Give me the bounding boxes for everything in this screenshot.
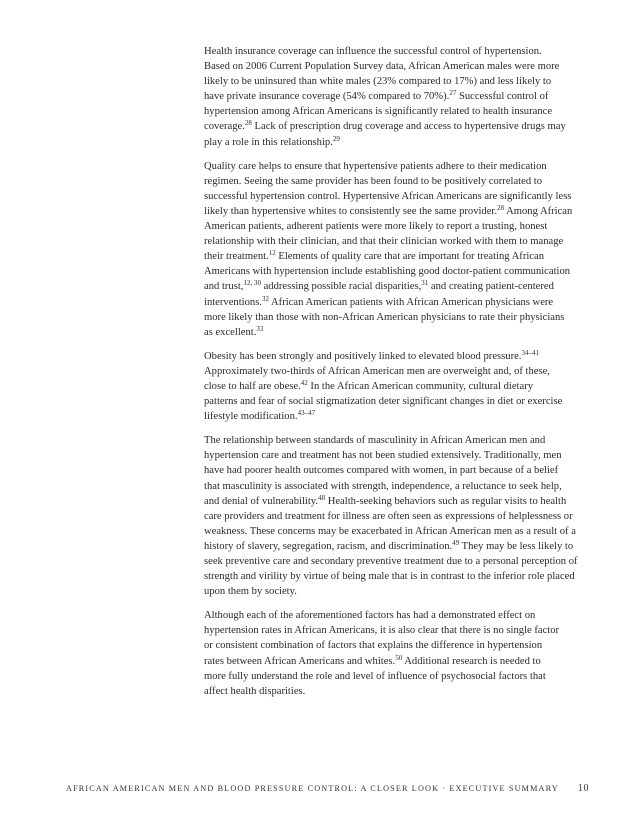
text-line (204, 89, 586, 104)
text-line (204, 524, 586, 539)
text-line (204, 364, 586, 379)
text-line (204, 623, 586, 638)
text-run: interventions. (204, 296, 262, 308)
text-line (204, 494, 586, 509)
text-line (204, 135, 586, 150)
text-line (204, 44, 586, 59)
text-line (204, 279, 586, 294)
text-line (204, 159, 586, 174)
citation-superscript: 12 (268, 249, 276, 258)
text-run: have private insurance coverage (54% compared to 70%). (204, 91, 450, 103)
page-footer (66, 784, 589, 798)
text-run: The relationship between standards of masculinity in African American men and (204, 435, 546, 447)
text-line (204, 104, 586, 119)
text-run: They may be less likely to (459, 540, 574, 552)
body-paragraph (204, 433, 586, 599)
text-run: care providers and treatment for illness are often seen as expressions of helplessness or (204, 510, 573, 522)
text-line (204, 569, 586, 584)
text-run: close to half are obese. (204, 380, 301, 392)
text-line (204, 264, 586, 279)
text-run: play a role in this relationship. (204, 136, 333, 148)
text-run: hypertension among African Americans is significantly related to health insurance (204, 106, 553, 118)
text-run: history of slavery, segregation, racism, and discrimination. (204, 540, 453, 552)
text-run: upon them by society. (204, 586, 297, 598)
text-line (204, 204, 586, 219)
text-run: more likely than those with non-African American physicians to rate their physicians (204, 311, 565, 323)
body-paragraph (204, 349, 586, 424)
text-line (204, 59, 586, 74)
text-run: as excellent. (204, 326, 257, 338)
text-line (204, 119, 586, 134)
text-line (204, 325, 586, 340)
citation-superscript: 32 (261, 294, 269, 303)
citation-superscript: 34–41 (521, 348, 539, 357)
citation-superscript: 49 (452, 538, 460, 547)
text-run: Successful control of (456, 91, 549, 103)
page-number: 10 (578, 783, 589, 794)
text-run: more fully understand the role and level of influence of psychosocial factors that (204, 670, 546, 682)
text-run: Health-seeking behaviors such as regular visits to health (325, 495, 567, 507)
text-run: hypertension rates in African Americans, it is also clear that there is no single factor (204, 625, 560, 637)
text-run: have had poorer health outcomes compared with women, in part because of a belief (204, 465, 559, 477)
body-paragraph (204, 608, 586, 699)
text-run: Quality care helps to ensure that hypertensive patients adhere to their medication (204, 160, 547, 172)
text-run: regimen. Seeing the same provider has been found to be positively correlated to (204, 175, 543, 187)
text-line (204, 174, 586, 189)
text-run: coverage. (204, 121, 245, 133)
text-line (204, 584, 586, 599)
text-line (204, 479, 586, 494)
text-line (204, 554, 586, 569)
text-line (204, 234, 586, 249)
text-run: likely than hypertensive whites to consistently see the same provider. (204, 205, 498, 217)
text-run: and creating patient-centered (428, 281, 554, 293)
text-line (204, 310, 586, 325)
text-line (204, 189, 586, 204)
text-run: patterns and fear of social stigmatization deter significant changes in diet or exercise (204, 396, 563, 408)
text-run: affect health disparities. (204, 685, 306, 697)
text-run: or consistent combination of factors that explains the difference in hypertension (204, 640, 543, 652)
text-run: relationship with their clinician, and that their clinician worked with them to manage (204, 236, 564, 248)
text-run: weakness. These concerns may be exacerbated in African American men as a result of a (204, 525, 576, 537)
text-line (204, 463, 586, 478)
text-line (204, 394, 586, 409)
text-line (204, 219, 586, 234)
body-paragraph (204, 159, 586, 340)
text-run: and denial of vulnerability. (204, 495, 319, 507)
text-run: American patients, adherent patients were more likely to report a trusting, honest (204, 221, 548, 233)
text-line (204, 433, 586, 448)
text-run: rates between African Americans and whites. (204, 655, 396, 667)
text-line (204, 539, 586, 554)
text-line (204, 684, 586, 699)
text-line (204, 249, 586, 264)
citation-superscript: 29 (332, 134, 340, 143)
text-run: hypertension care and treatment has not been studied extensively. Traditionally, men (204, 450, 562, 462)
citation-superscript: 42 (300, 378, 308, 387)
body-text-column (204, 44, 586, 708)
text-line (204, 654, 586, 669)
text-run: likely to be uninsured than white males (23% compared to 17%) and less likely to (204, 76, 552, 88)
citation-superscript: 33 (256, 324, 264, 333)
text-run: strength and virility by virtue of being male that is in contrast to the inferior role placed (204, 571, 575, 583)
text-line (204, 448, 586, 463)
text-run: Additional research is needed to (402, 655, 541, 667)
citation-superscript: 27 (449, 89, 457, 98)
text-run: Among African (504, 205, 573, 217)
text-run: Americans with hypertension include establishing good doctor-patient communication (204, 266, 571, 278)
citation-superscript: 43–47 (297, 409, 316, 418)
citation-superscript: 31 (421, 279, 429, 288)
citation-superscript: 28 (244, 119, 252, 128)
citation-superscript: 12, 30 (243, 279, 261, 288)
citation-superscript: 28 (497, 203, 505, 212)
text-run: Elements of quality care that are important for treating African (275, 251, 544, 263)
text-line (204, 608, 586, 623)
text-run: African American patients with African American physicians were (268, 296, 554, 308)
citation-superscript: 48 (318, 493, 326, 502)
text-run: Health insurance coverage can influence the successful control of hypertension. (204, 46, 542, 57)
text-line (204, 379, 586, 394)
text-run: successful hypertension control. Hypertensive African Americans are significantly less (204, 190, 572, 202)
text-run: that masculinity is associated with strength, independence, a reluctance to seek help, (204, 480, 562, 492)
running-footer-title: AFRICAN AMERICAN MEN AND BLOOD PRESSURE CONTROL: A CLOSER LOOK · EXECUTIVE SUMMARY (66, 784, 559, 793)
text-run: Although each of the aforementioned factors has had a demonstrated effect on (204, 610, 536, 622)
text-run: seek preventive care and secondary preventive treatment due to a personal perception of (204, 556, 578, 567)
text-run: In the African American community, cultural dietary (307, 380, 534, 392)
text-run: addressing possible racial disparities, (260, 281, 422, 293)
text-run: Approximately two-thirds of African American men are overweight and, of these, (204, 365, 550, 377)
text-line (204, 295, 586, 310)
text-line (204, 409, 586, 424)
body-paragraph (204, 44, 586, 150)
text-line (204, 669, 586, 684)
citation-superscript: 50 (395, 653, 403, 662)
text-line (204, 349, 586, 364)
text-line (204, 638, 586, 653)
text-line (204, 74, 586, 89)
text-run: their treatment. (204, 251, 269, 263)
text-run: Based on 2006 Current Population Survey data, African American males were more (204, 61, 560, 73)
text-run: and trust, (204, 281, 244, 293)
text-run: Obesity has been strongly and positively linked to elevated blood pressure. (204, 350, 522, 362)
text-run: lifestyle modification. (204, 411, 298, 423)
text-line (204, 509, 586, 524)
text-run: Lack of prescription drug coverage and access to hypertensive drugs may (251, 121, 566, 133)
